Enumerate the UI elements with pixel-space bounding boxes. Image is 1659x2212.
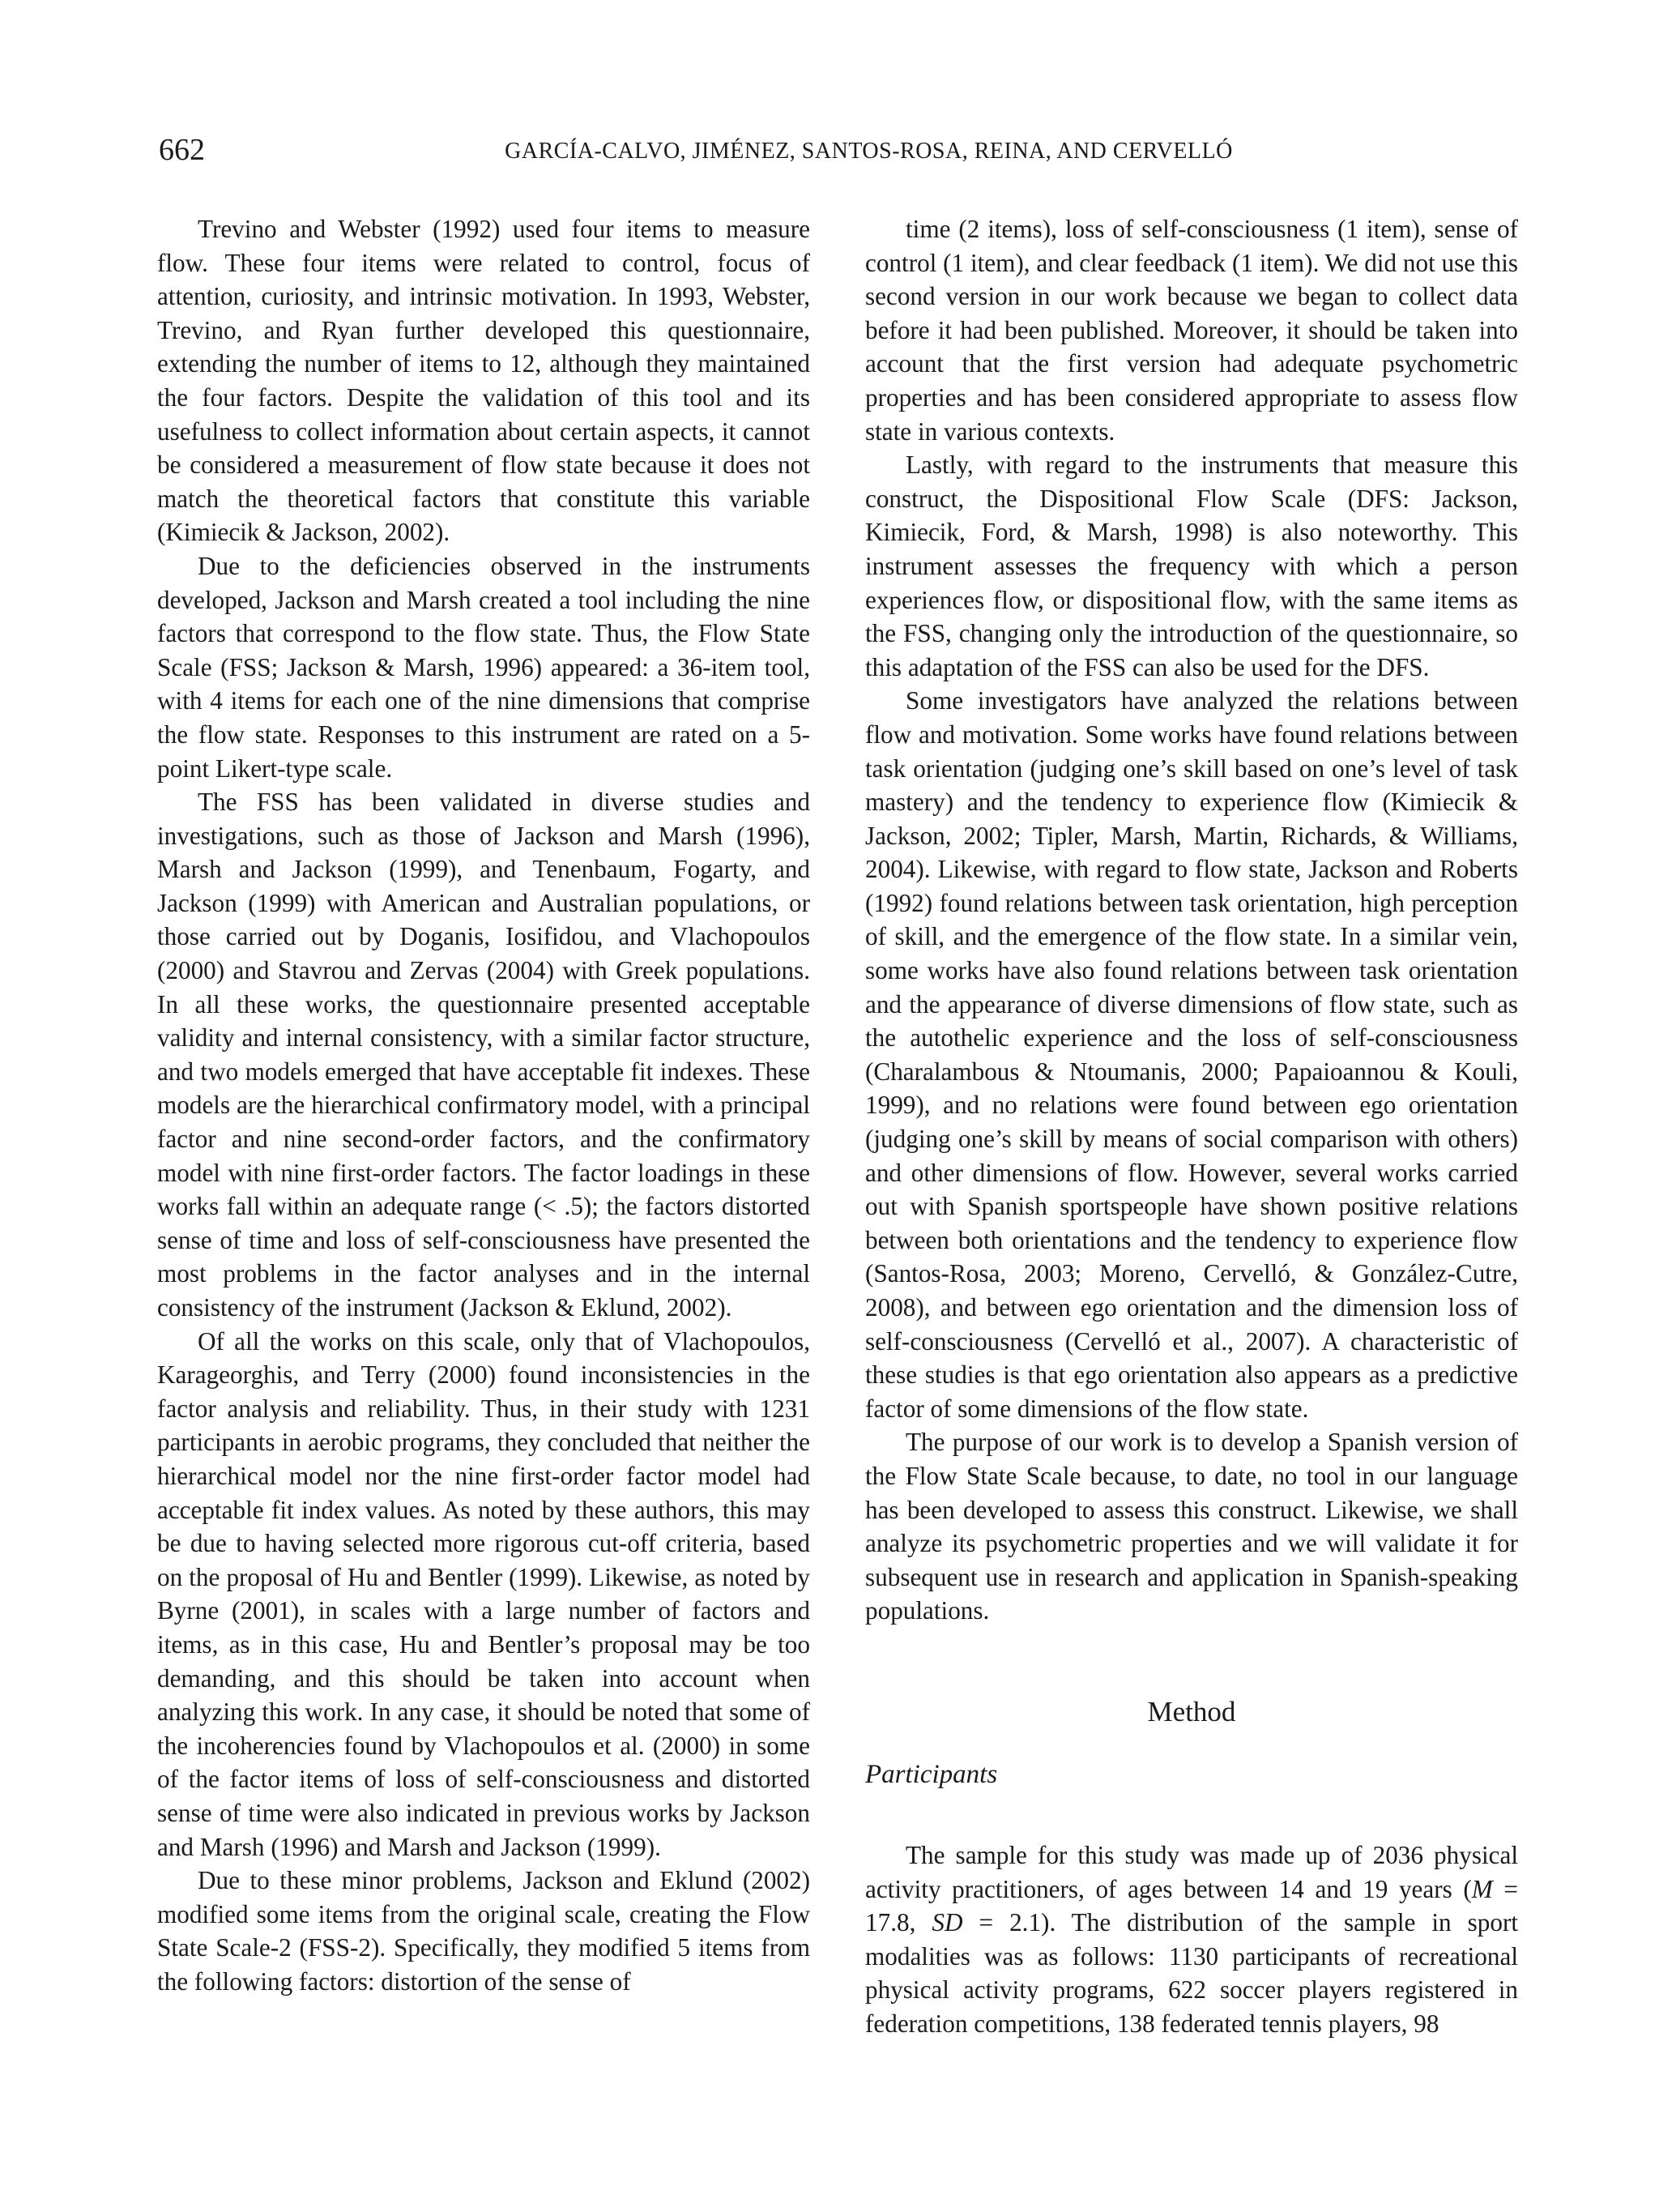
- text-run: = 17.8,: [865, 1874, 1518, 1937]
- page-number: 662: [159, 133, 205, 167]
- paragraph: The purpose of our work is to develop a Spanish version of the Flow State Scale because, to date, no tool in our language has been developed to assess this construct. Likewise, we shall analyze its psychometric properties and we will validate it for subsequent use in research and application in Spanish-speaking populations.: [865, 1428, 1518, 1625]
- paragraph: The FSS has been validated in diverse studies and investigations, such as those of Jackson and Marsh (1996), Marsh and Jackson (1999), and Tenenbaum, Fogarty, and Jackson (1999) with American and Australian populations, or those carried out by Doganis, Iosifidou, and Vlachopoulos (2000) and Stavrou and Zervas (2004) with Greek populations. In all these works, the questionnaire presented acceptable validity and internal consistency, with a similar factor structure, and two models emerged that have acceptable fit indexes. These models are the hierarchical confirmatory model, with a principal factor and nine second-order factors, and the confirmatory model with nine first-order factors. The factor loadings in these works fall within an adequate range (< .5); the factors distorted sense of time and loss of self-consciousness have presented the most problems in the factor analyses and in the internal consistency of the instrument (Jackson & Eklund, 2002).: [157, 788, 810, 1322]
- stat-symbol-mean: M: [1471, 1874, 1493, 1903]
- subsection-heading-participants: Participants: [865, 1759, 998, 1789]
- text-run: The sample for this study was made up of 2036 physical activity practitioners, of ages between 14 and 19 years (: [865, 1840, 1518, 1903]
- stat-symbol-sd: SD: [932, 1908, 963, 1937]
- running-head: GARCÍA-CALVO, JIMÉNEZ, SANTOS-ROSA, REINA, AND CERVELLÓ: [505, 139, 1233, 164]
- paragraph: Of all the works on this scale, only that of Vlachopoulos, Karageorghis, and Terry (2000) found inconsistencies in the factor analysis and reliability. Thus, in their study with 1231 participants in aerobic programs, they concluded that neither the hierarchical model nor the nine first-order factor model had acceptable fit index values. As noted by these authors, this may be due to having selected more rigorous cut-off criteria, based on the proposal of Hu and Bentler (1999). Likewise, as noted by Byrne (2001), in scales with a large number of factors and items, as in this case, Hu and Bentler’s proposal may be too demanding, and this should be taken into account when analyzing this work. In any case, it should be noted that some of the incoherencies found by Vlachopoulos et al. (2000) in some of the factor items of loss of self-consciousness and distorted sense of time were also indicated in previous works by Jackson and Marsh (1996) and Marsh and Jackson (1999).: [157, 1326, 810, 1861]
- paragraph: time (2 items), loss of self-consciousness (1 item), sense of control (1 item), and clear feedback (1 item). We did not use this second version in our work because we began to collect data before it had been published. Moreover, it should be taken into account that the first version had adequate psychometric properties and has been considered appropriate to assess flow state in various contexts.: [865, 215, 1518, 446]
- page-header: [159, 130, 1522, 170]
- paragraph: Some investigators have analyzed the relations between flow and motivation. Some works have found relations between task orientation (judging one’s skill based on one’s level of task mastery) and the tendency to experience flow (Kimiecik & Jackson, 2002; Tipler, Marsh, Martin, Richards, & Williams, 2004). Likewise, with regard to flow state, Jackson and Roberts (1992) found relations between task orientation, high perception of skill, and the emergence of the flow state. In a similar vein, some works have also found relations between task orientation and the appearance of diverse dimensions of flow state, such as the autothelic experience and the loss of self-consciousness (Charalambous & Ntoumanis, 2000; Papaioannou & Kouli, 1999), and no relations were found between ego orientation (judging one’s skill by means of social comparison with others) and other dimensions of flow. However, several works carried out with Spanish sportspeople have shown positive relations between both orientations and the tendency to experience flow (Santos-Rosa, 2003; Moreno, Cervelló, & González-Cutre, 2008), and between ego orientation and the dimension loss of self-consciousness (Cervelló et al., 2007). A characteristic of these studies is that ego orientation also appears as a predictive factor of some dimensions of the flow state.: [865, 686, 1518, 1423]
- paragraph: Trevino and Webster (1992) used four items to measure flow. These four items were related to control, focus of attention, curiosity, and intrinsic motivation. In 1993, Webster, Trevino, and Ryan further developed this questionnaire, extending the number of items to 12, although they maintained the four factors. Despite the validation of this tool and its usefulness to collect information about certain aspects, it cannot be considered a measurement of flow state because it does not match the theoretical factors that constitute this variable (Kimiecik & Jackson, 2002).: [157, 215, 810, 547]
- section-heading-method: Method: [1147, 1695, 1236, 1727]
- paragraph: Lastly, with regard to the instruments that measure this construct, the Dispositional Flow Scale (DFS: Jackson, Kimiecik, Ford, & Marsh, 1998) is also noteworthy. This instrument assesses the frequency with which a person experiences flow, or dispositional flow, with the same items as the FSS, changing only the introduction of the questionnaire, so this adaptation of the FSS can also be used for the DFS.: [865, 451, 1518, 681]
- paragraph: Due to the deficiencies observed in the instruments developed, Jackson and Marsh created a tool including the nine factors that correspond to the flow state. Thus, the Flow State Scale (FSS; Jackson & Marsh, 1996) appeared: a 36-item tool, with 4 items for each one of the nine dimensions that comprise the flow state. Responses to this instrument are rated on a 5-point Likert-type scale.: [157, 551, 810, 783]
- left-column: [157, 212, 810, 1998]
- paragraph: [865, 1838, 1518, 2041]
- text-run: = 2.1). The distribution of the sample in sport modalities was as follows: 1130 participants of recreational physical activity programs, 622 soccer players registered in federation competitions, 138 federated tennis players, 98: [865, 1908, 1518, 2038]
- right-column: [865, 212, 1518, 2041]
- paragraph: Due to these minor problems, Jackson and Eklund (2002) modified some items from the original scale, creating the Flow State Scale-2 (FSS-2). Specifically, they modified 5 items from the following factors: distortion of the sense of: [157, 1866, 810, 1996]
